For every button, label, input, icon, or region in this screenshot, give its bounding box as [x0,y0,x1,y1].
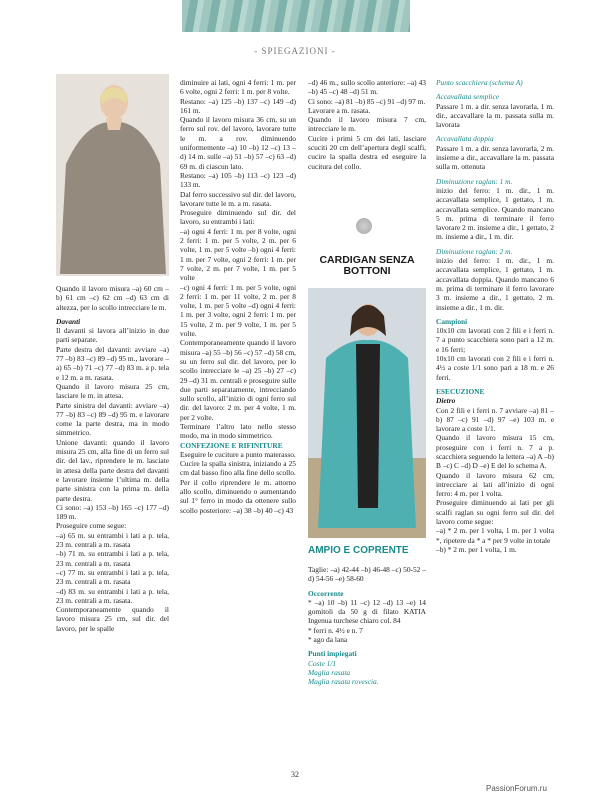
page-number: 32 [291,770,299,779]
column-3-info [308,565,426,687]
stitch-name: Accavallata semplice [436,92,500,102]
poncho-illustration [56,74,169,276]
text-p: Quando il lavoro misura 15 cm, proseguire con i ferri n. 7 a p. scacchiera seguendo la lettera –a) A –b) B –c) C –d) D –e) E del lo schema A. [436,433,554,471]
text-p: Con 2 fili e i ferri n. 7 avviare –a) 81 –b) 87 –c) 91 –d) 97 –e) 103 m. e lavorare a coste 1/1. [436,405,554,434]
text-p: * –a) 10 –b) 11 –c) 12 –d) 13 –e) 14 gomitoli da 50 g di filato KATIA Ingenua turchese chiaro col. 84 [308,597,426,626]
text-p: Cucire i primi 5 cm dei lati, lasciare scuciti 20 cm dell’apertura degli scalfi, cucire la spalla destra ed eseguire la cucitura del collo. [308,133,426,171]
text-p: –b) 71 m. su entrambi i lati a p. tela, 23 m. centrali a m. rasata [56,549,169,568]
stitch-name: Diminuzione raglan: 2 m. [436,246,513,256]
text-p: Restano: –a) 105 –b) 113 –c) 123 –d) 133 m. [180,170,296,190]
pattern-title: CARDIGAN SENZA BOTTONI [319,254,415,277]
sizes-text: Taglie: –a) 42-44 –b) 46-48 –c) 50-52 –d) 54-56 –e) 58-60 [308,565,426,584]
stitch-name: Accavallata doppia [436,134,494,144]
text-p: * ferri n. 4½ e n. 7 [308,625,363,635]
heading-esecuzione: ESECUZIONE [436,386,485,396]
pattern-subtitle: AMPIO E COPRENTE [308,545,409,556]
yarn-skein-icon [356,218,372,234]
text-p: diminuire ai lati, ogni 4 ferri: 1 m. per 6 volte, ogni 2 ferri: 1 m. per 8 volte. [180,78,296,97]
text-p: Il davanti si lavora all’inizio in due parti separate. [56,326,169,345]
heading-campioni: Campioni [436,316,468,326]
text-p: Quando il lavoro misura 36 cm, su un ferro sul rov. del lavoro, lavorare tutte le m. a rov. diminuendo uniformemente –a) 10 –b) 12 –c) 13 –d) 14 m. sulle –a) 51 –b) 57 –c) 63 –d) 69 m. di ciascun lato. [180,115,296,171]
text-p: Terminare l’altro lato nello stesso modo, ma in modo simmetrico. [180,421,296,441]
text-p: 10x10 cm lavorati con 2 fili e i ferri n. 7 a punto scacchiera sono pari a 12 m. e 16 ferri; [436,326,554,354]
text-p: Unione davanti: quando il lavoro misura 25 cm, alla fine di un ferro sul dir. del lav., riprendere le m. lasciate in attesa della parte destra del davanti e lavorare insieme l’ultima m. della parte sinistra con la prima m. della parte destra. [56,437,169,503]
heading-davanti: Davanti [56,316,81,326]
text-p: –a) ogni 4 ferri: 1 m. per 8 volte, ogni 2 ferri: 1 m. per 5 volte, 2 m. per 6 volte, 1 m. per 5 volte –b) ogni 4 ferri: 1 m. per 7 volte, ogni 2 ferri: 1 m. per 7 volte, 2 m. per 7 volte, 1 m. per 5 volte [180,226,296,283]
text-p: Cucire la spalla sinistra, iniziando a 25 cm dal basso fino alla fine dello scollo. [180,459,296,478]
text-p: Quando il lavoro misura 25 cm, lasciare le m. in attesa. [56,381,169,401]
watermark: PassionForum.ru [486,784,547,793]
text-p: Lavorare a m. rasata. [308,105,371,115]
column-1 [56,284,169,633]
stitch-name: Maglia rasata rovescia. [308,677,379,687]
model-photo-poncho [56,74,169,276]
text-p: Quando il lavoro misura 7 cm, intrecciare le m. [308,115,426,134]
stitch-name: Diminuzione raglan: 1 m. [436,176,513,186]
text-p: Quando il lavoro misura 62 cm, intrecciare ai lati all’inizio di ogni ferro: 4 m. per 1 volta. [436,470,554,499]
text-p: –a) 65 m. su entrambi i lati a p. tela, 23 m. centrali a m. rasata [56,530,169,550]
column-2 [180,78,296,515]
text-p: 10x10 cm lavorati con 2 fili e i ferri n. 4½ a coste 1/1 sono pari a 18 m. e 26 ferri. [436,354,554,382]
stitch-name: Coste 1/1 [308,658,337,668]
stitch-name: Maglia rasata [308,667,351,677]
stitch-name: Punto scacchiera (schema A) [436,78,523,87]
cardigan-illustration [308,288,426,538]
heading-dietro: Dietro [436,396,456,406]
column-4 [436,78,554,554]
text-p: Contemporaneamente quando il lavoro misura 25 cm, sul dir. del lavoro, per le spalle [56,605,169,633]
heading-confezione: CONFEZIONE E RIFINITURE [180,440,283,450]
text-p: Passare 1 m. a dir. senza lavorarla, 1 m. dir., accavallare la m. passata sulla m. lavorata [436,101,554,130]
text-p: * ago da lana [308,635,348,645]
text-p: Dal ferro successivo sul dir. del lavoro, lavorare tutte le m. a m. rasata. [180,189,296,208]
text-p: Passare 1 m. a dir. senza lavorarla, 2 m. insieme a dir., accavallare la m. passata sulla m. ottenuta [436,143,554,172]
text-p: Proseguire come segue: [56,521,127,531]
column-3 [308,78,426,171]
header-yarn-image [182,0,410,32]
text-p: Parte destra del davanti: avviare –a) 77 –b) 83 –c) 89 –d) 95 m., lavorare –a) 65 –b) 71 –c) 77 –d) 83 m. a p. tela e 12 m. a m. rasata. [56,344,169,382]
text-p: Quando il lavoro misura –a) 60 cm –b) 61 cm –c) 62 cm –d) 63 cm di altezza, per lo scollo intrecciare le m. [56,284,169,312]
text-p: Ci sono: –a) 153 –b) 165 –c) 177 –d) 189 m. [56,502,169,522]
text-p: Parte sinistra del davanti: avviare –a) 77 –b) 83 –c) 89 –d) 95 m. e lavorare come la parte destra, ma in modo simmetrico. [56,400,169,438]
text-p: –d) 46 m., sullo scollo anteriore: –a) 43 –b) 45 –c) 48 –d) 51 m. [308,78,426,97]
text-p: Per il collo riprendere le m. attorno allo scollo, diminuendo o aumentando sul 1° ferro in modo da ottenere sullo scollo posteriore: –a) 38 –b) 40 –c) 43 [180,477,296,515]
text-p: –a) * 2 m. per 1 volta, 1 m. per 1 volta *, ripetere da * a * per 9 volte in totale [436,526,554,545]
text-p: Restano: –a) 125 –b) 137 –c) 149 –d) 161 m. [180,96,296,115]
text-p: Ci sono: –a) 81 –b) 85 –c) 91 –d) 97 m. [308,96,426,106]
text-p: Eseguire le cuciture a punto materasso. [180,449,296,459]
text-p: Proseguire diminuendo ai lati per gli scalfi raglan su ogni ferro sul dir. del lavoro come segue: [436,498,554,527]
text-p: inizio del ferro: 1 m. dir., 1 m. accavallata semplice, 1 gettato, 1 m. accavallata semplice. Quando mancano 5 m. prima di terminare il ferro lavorare 2 m. insieme a dir., 1 gettato, 2 m. insieme a dir., 1 m. dir. [436,185,554,242]
text-p: Contemporaneamente quando il lavoro misura –a) 55 –b) 56 –c) 57 –d) 58 cm, su un ferro sul dir. del lavoro, per lo scollo intrecciare le –a) 25 –b) 27 –c) 29 –d) 31 m. centrali e proseguire sulle due parti separatamente, intrecciando sullo scollo, all’inizio di ogni ferro sul dir. del lavoro: 2 m. per 4 volte, 1 m. per 2 volte. [180,338,296,422]
section-header: - SPIEGAZIONI - [254,46,336,56]
text-p: inizio del ferro: 1 m. dir., 1 m. accavallata semplice, 1 gettato, 1 m. accavallata doppia. Quando mancano 6 m. prima di terminare il ferro lavorare 3 m. insieme a dir., 1 gettato, 2 m. insieme a dir., 1 m. dir. [436,256,554,312]
text-p: –c) ogni 4 ferri: 1 m. per 5 volte, ogni 2 ferri: 1 m. per 11 volte, 2 m. per 8 volte, 1 m. per 5 volte –d) ogni 4 ferri: 1 m. per 3 volte, ogni 2 ferri: 1 m. per 15 volte, 2 m. per 9 volte, 1 m. per 5 volte. [180,282,296,339]
text-p: –b) * 2 m. per 1 volta, 1 m. [436,544,517,554]
heading-occorrente: Occorrente [308,588,344,598]
model-photo-cardigan [308,288,426,538]
heading-punti: Punti impiegati [308,649,357,659]
text-p: –c) 77 m. su entrambi i lati a p. tela, 23 m. centrali a m. rasata [56,567,169,587]
text-p: –d) 83 m. su entrambi i lati a p. tela, 23 m. centrali a m. rasata. [56,586,169,605]
text-p: Proseguire diminuendo sul dir. del lavoro, su entrambi i lati: [180,208,296,227]
